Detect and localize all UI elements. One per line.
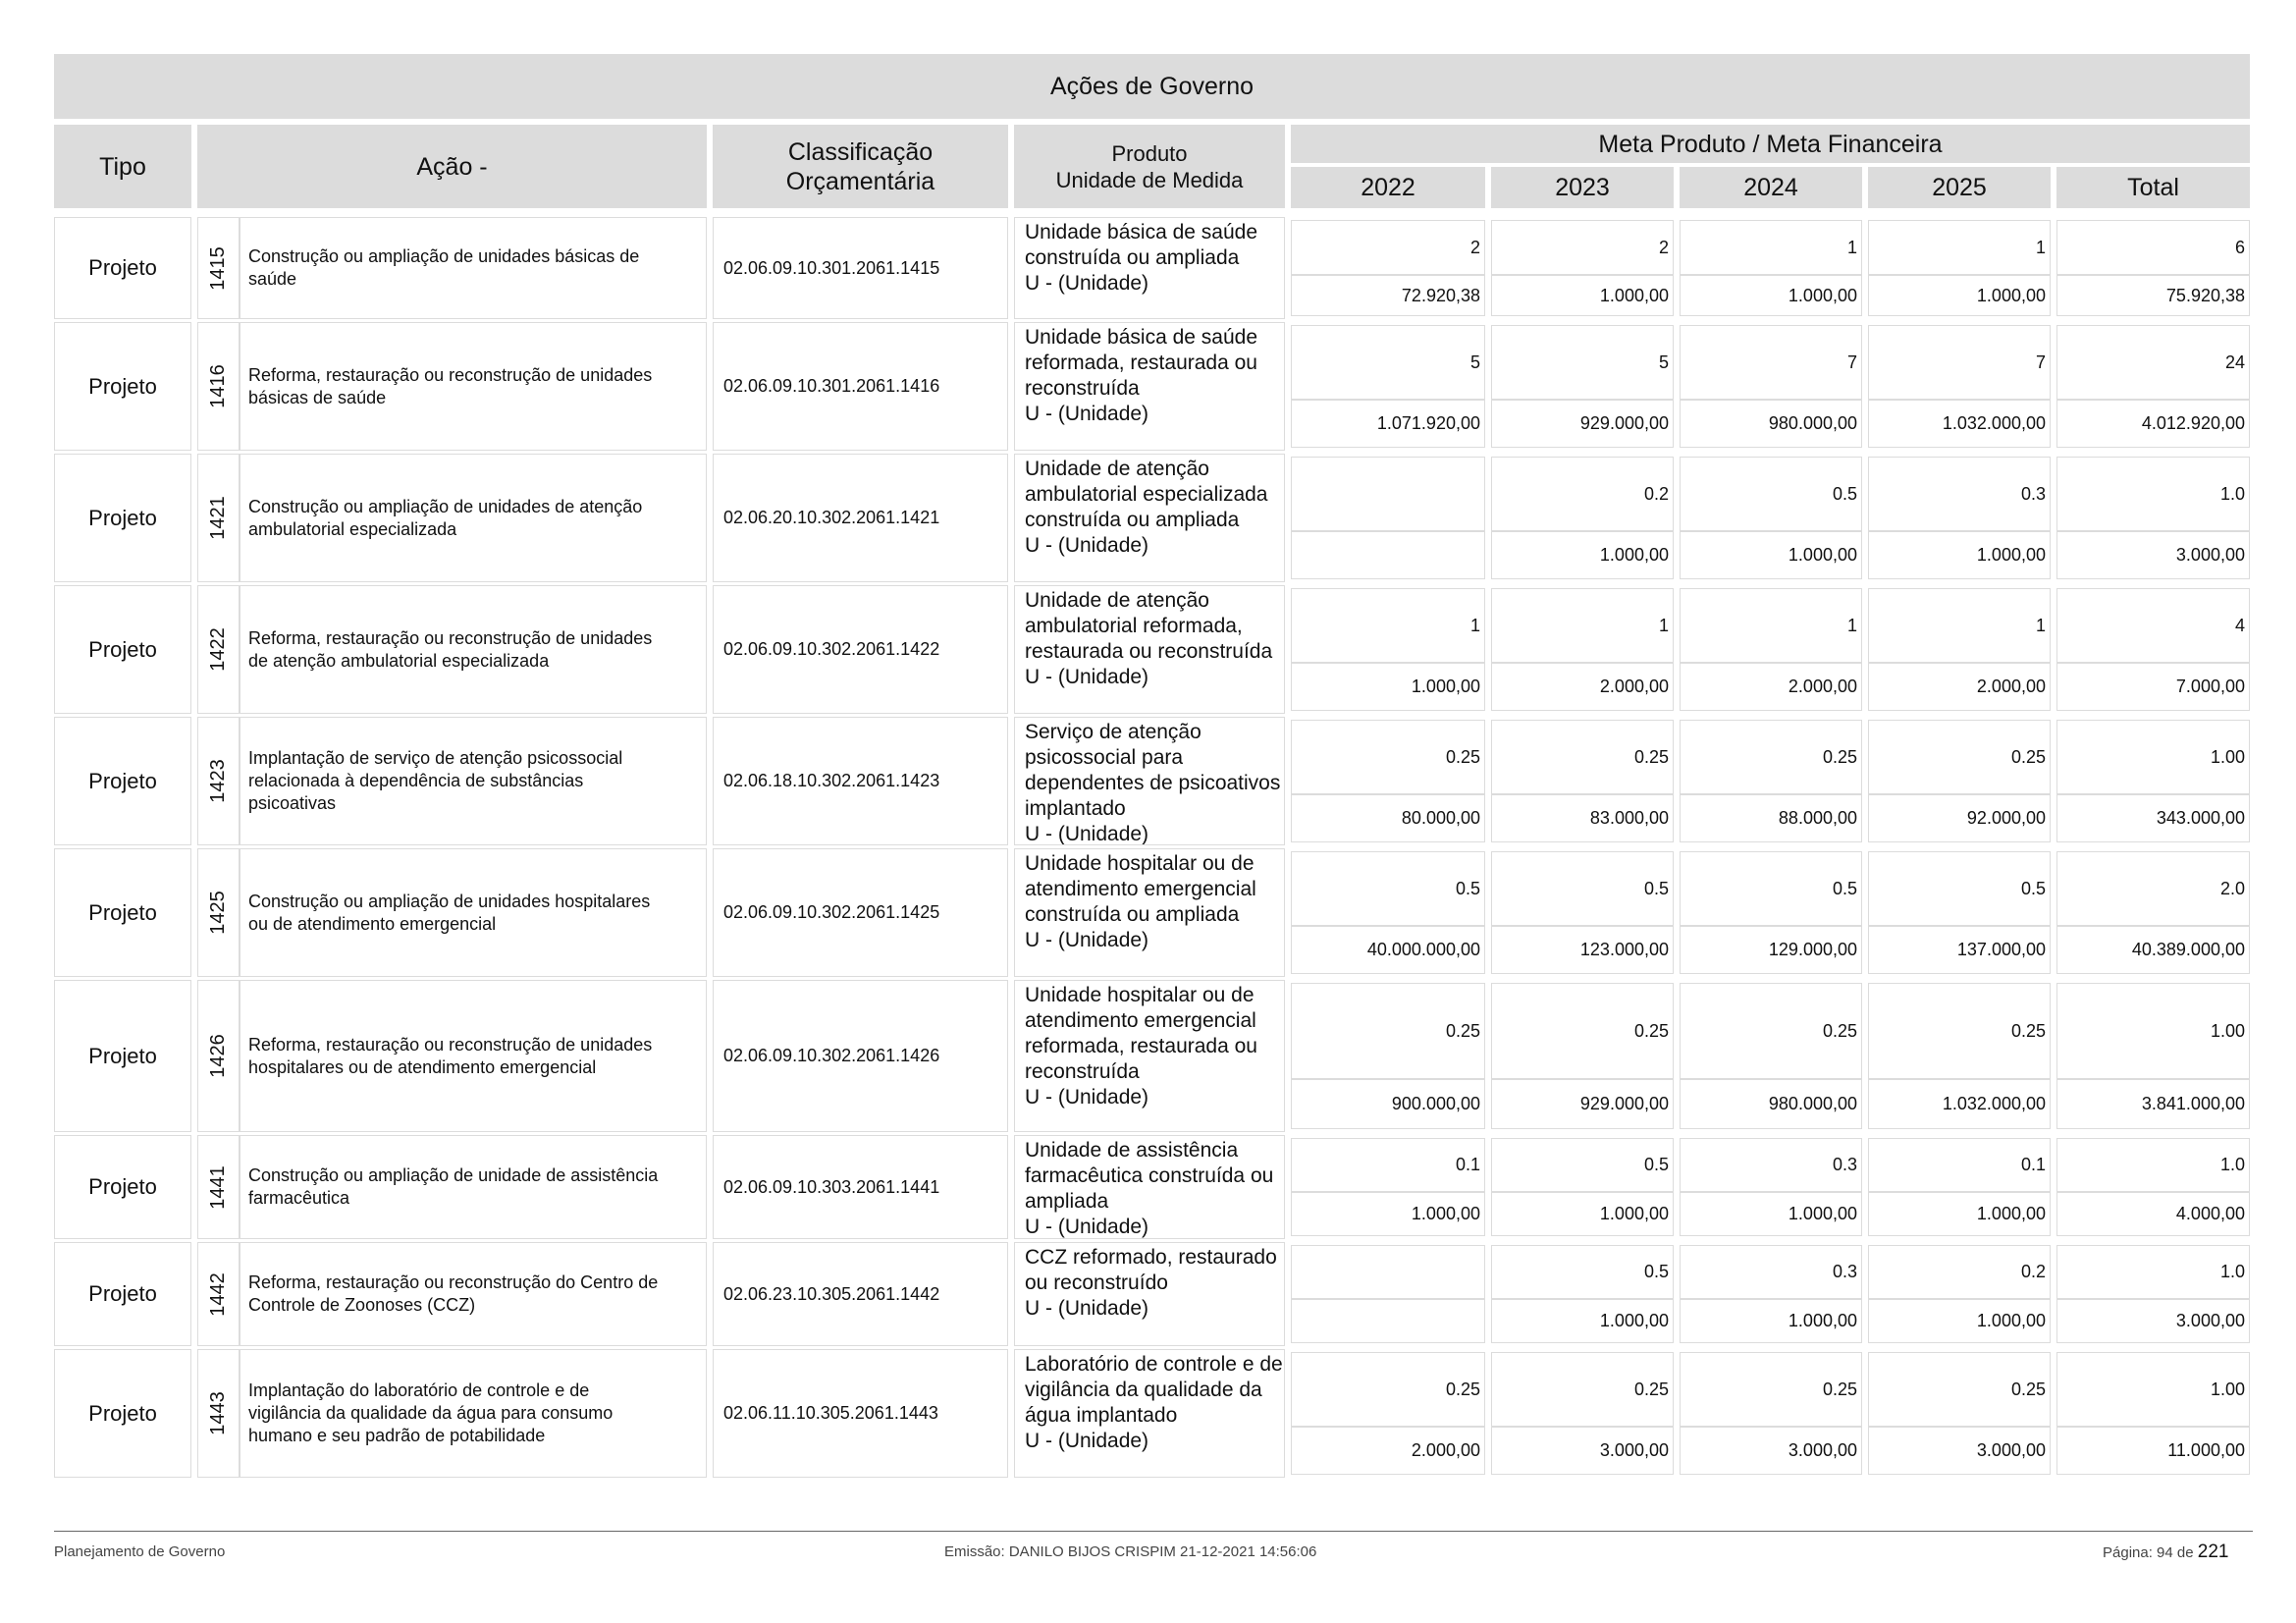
row-tipo: Projeto [54,454,191,582]
meta-financeira-cell: 1.000,00 [1868,275,2051,316]
meta-produto-cell: 0.1 [1868,1138,2051,1192]
meta-produto-cell [1291,457,1485,531]
row-classificacao: 02.06.11.10.305.2061.1443 [713,1349,1008,1478]
meta-financeira-cell: 123.000,00 [1491,926,1674,974]
row-produto [1014,217,1285,319]
row-codigo [197,217,240,319]
meta-financeira-cell: 92.000,00 [1868,794,2051,842]
meta-financeira-cell: 40.000.000,00 [1291,926,1485,974]
row-codigo-text: 1416 [207,364,229,408]
row-codigo-text: 1421 [207,496,229,540]
row-acao: Construção ou ampliação de unidade de assistência farmacêutica [240,1135,707,1239]
meta-produto-cell: 5 [1491,325,1674,400]
meta-produto-cell: 24 [2056,325,2250,400]
row-classificacao: 02.06.09.10.301.2061.1416 [713,322,1008,451]
meta-produto-cell: 0.5 [1291,851,1485,926]
meta-produto-cell: 0.25 [1291,1352,1485,1427]
row-classificacao: 02.06.09.10.301.2061.1415 [713,217,1008,319]
footer-page-total: 221 [2197,1542,2229,1562]
meta-produto-cell: 2 [1491,220,1674,275]
header-meta: Meta Produto / Meta Financeira [1291,125,2250,163]
meta-financeira-cell: 929.000,00 [1491,400,1674,448]
row-unidade: U - (Unidade) [1025,823,1149,845]
meta-produto-cell: 1 [1291,588,1485,663]
meta-produto-cell: 0.2 [1868,1245,2051,1299]
row-acao: Construção ou ampliação de unidades hospitalares ou de atendimento emergencial [240,848,707,977]
meta-produto-cell: 4 [2056,588,2250,663]
row-tipo: Projeto [54,717,191,845]
meta-produto-cell: 0.25 [1680,983,1862,1079]
row-unidade: U - (Unidade) [1025,929,1149,951]
meta-produto-cell: 0.5 [1491,1138,1674,1192]
meta-produto-cell: 2.0 [2056,851,2250,926]
row-codigo [197,1349,240,1478]
row-codigo-text: 1422 [207,627,229,672]
meta-produto-cell: 1.00 [2056,720,2250,794]
footer-center: Emissão: DANILO BIJOS CRISPIM 21-12-2021 14:56:06 [944,1543,1317,1560]
row-codigo-text: 1441 [207,1164,229,1210]
meta-produto-cell: 0.5 [1491,851,1674,926]
meta-produto-cell: 0.1 [1291,1138,1485,1192]
meta-financeira-cell: 1.000,00 [1868,1192,2051,1236]
meta-financeira-cell: 80.000,00 [1291,794,1485,842]
header-year: 2023 [1491,167,1674,208]
meta-produto-cell: 1 [1868,220,2051,275]
row-produto-nome: Serviço de atenção psicossocial para dependentes de psicoativos implantado [1025,721,1281,820]
row-produto [1014,1135,1285,1239]
meta-financeira-cell: 2.000,00 [1491,663,1674,711]
meta-financeira-cell: 3.841.000,00 [2056,1079,2250,1129]
header-year: 2024 [1680,167,1862,208]
row-acao: Reforma, restauração ou reconstrução do Centro de Controle de Zoonoses (CCZ) [240,1242,707,1346]
meta-produto-cell: 0.25 [1868,983,2051,1079]
row-classificacao: 02.06.09.10.302.2061.1422 [713,585,1008,714]
row-codigo [197,717,240,845]
meta-produto-cell: 0.5 [1868,851,2051,926]
meta-produto-cell: 0.25 [1680,720,1862,794]
meta-financeira-cell: 1.000,00 [1680,1299,1862,1343]
row-tipo: Projeto [54,980,191,1132]
meta-financeira-cell: 3.000,00 [1868,1427,2051,1475]
header-classificacao [713,125,1008,208]
row-codigo [197,585,240,714]
meta-financeira-cell: 1.000,00 [1680,275,1862,316]
meta-produto-cell: 1 [1868,588,2051,663]
meta-produto-cell: 7 [1680,325,1862,400]
meta-produto-cell: 0.25 [1868,720,2051,794]
meta-financeira-cell: 11.000,00 [2056,1427,2250,1475]
meta-financeira-cell: 4.000,00 [2056,1192,2250,1236]
meta-financeira-cell: 1.032.000,00 [1868,400,2051,448]
meta-financeira-cell: 2.000,00 [1680,663,1862,711]
meta-produto-cell: 1 [1491,588,1674,663]
row-classificacao: 02.06.09.10.303.2061.1441 [713,1135,1008,1239]
meta-financeira-cell: 3.000,00 [2056,1299,2250,1343]
row-codigo-text: 1426 [207,1034,229,1078]
meta-produto-cell: 0.3 [1680,1138,1862,1192]
header-tipo: Tipo [54,125,191,208]
row-produto-nome: Unidade hospitalar ou de atendimento emergencial construída ou ampliada [1025,852,1256,926]
row-codigo [197,1242,240,1346]
row-tipo: Projeto [54,848,191,977]
row-classificacao: 02.06.20.10.302.2061.1421 [713,454,1008,582]
meta-financeira-cell: 1.000,00 [1491,531,1674,579]
row-tipo: Projeto [54,1242,191,1346]
row-acao: Reforma, restauração ou reconstrução de unidades hospitalares ou de atendimento emergencial [240,980,707,1132]
row-unidade: U - (Unidade) [1025,1216,1149,1238]
meta-produto-cell: 0.25 [1868,1352,2051,1427]
row-classificacao: 02.06.23.10.305.2061.1442 [713,1242,1008,1346]
row-tipo: Projeto [54,322,191,451]
meta-produto-cell: 1.0 [2056,457,2250,531]
meta-produto-cell: 7 [1868,325,2051,400]
meta-financeira-cell: 7.000,00 [2056,663,2250,711]
header-produto [1014,125,1285,208]
meta-financeira-cell: 1.000,00 [1291,1192,1485,1236]
meta-financeira-cell: 40.389.000,00 [2056,926,2250,974]
meta-produto-cell: 0.3 [1680,1245,1862,1299]
row-classificacao: 02.06.09.10.302.2061.1425 [713,848,1008,977]
row-codigo [197,1135,240,1239]
meta-financeira-cell: 1.000,00 [1491,275,1674,316]
row-codigo-text: 1415 [207,245,229,291]
row-unidade: U - (Unidade) [1025,534,1149,557]
meta-produto-cell: 0.25 [1491,720,1674,794]
header-classificacao-line2: Orçamentária [785,167,935,195]
footer-divider [54,1531,2253,1532]
row-produto-nome: Unidade básica de saúde reformada, restaurada ou reconstruída [1025,326,1258,400]
row-produto [1014,717,1285,845]
row-tipo: Projeto [54,1349,191,1478]
row-produto [1014,1242,1285,1346]
row-unidade: U - (Unidade) [1025,1297,1149,1320]
header-year: 2025 [1868,167,2051,208]
row-produto [1014,322,1285,451]
row-unidade: U - (Unidade) [1025,1430,1149,1452]
row-unidade: U - (Unidade) [1025,1086,1149,1109]
row-produto-nome: Unidade de assistência farmacêutica construída ou ampliada [1025,1139,1274,1213]
row-classificacao: 02.06.09.10.302.2061.1426 [713,980,1008,1132]
meta-financeira-cell: 3.000,00 [2056,531,2250,579]
header-acao: Ação - [197,125,707,208]
header-produto-line2: Unidade de Medida [1055,167,1244,192]
row-unidade: U - (Unidade) [1025,666,1149,688]
meta-financeira-cell: 1.071.920,00 [1291,400,1485,448]
meta-financeira-cell [1291,1299,1485,1343]
meta-financeira-cell: 1.000,00 [1491,1192,1674,1236]
meta-financeira-cell: 88.000,00 [1680,794,1862,842]
meta-financeira-cell: 1.000,00 [1680,531,1862,579]
row-tipo: Projeto [54,1135,191,1239]
row-produto-nome: CCZ reformado, restaurado ou reconstruído [1025,1246,1277,1294]
row-acao: Construção ou ampliação de unidades de atenção ambulatorial especializada [240,454,707,582]
meta-financeira-cell: 129.000,00 [1680,926,1862,974]
meta-financeira-cell: 2.000,00 [1868,663,2051,711]
meta-financeira-cell: 980.000,00 [1680,400,1862,448]
meta-financeira-cell: 3.000,00 [1680,1427,1862,1475]
row-codigo [197,848,240,977]
meta-financeira-cell: 2.000,00 [1291,1427,1485,1475]
row-produto-nome: Laboratório de controle e de vigilância da qualidade da água implantado [1025,1353,1283,1427]
meta-financeira-cell: 1.000,00 [1680,1192,1862,1236]
meta-produto-cell: 0.25 [1291,720,1485,794]
row-codigo-text: 1442 [207,1271,229,1317]
meta-financeira-cell: 137.000,00 [1868,926,2051,974]
meta-financeira-cell: 75.920,38 [2056,275,2250,316]
row-codigo-text: 1423 [207,759,229,803]
row-acao: Reforma, restauração ou reconstrução de unidades básicas de saúde [240,322,707,451]
row-produto [1014,1349,1285,1478]
row-acao: Implantação do laboratório de controle e de vigilância da qualidade da água para consumo humano e seu padrão de potabilidade [240,1349,707,1478]
meta-produto-cell: 0.25 [1491,983,1674,1079]
row-tipo: Projeto [54,585,191,714]
row-produto [1014,585,1285,714]
row-produto [1014,980,1285,1132]
meta-financeira-cell: 929.000,00 [1491,1079,1674,1129]
meta-financeira-cell: 1.000,00 [1291,663,1485,711]
row-acao: Construção ou ampliação de unidades básicas de saúde [240,217,707,319]
row-produto [1014,848,1285,977]
meta-financeira-cell: 1.000,00 [1491,1299,1674,1343]
row-produto-nome: Unidade básica de saúde construída ou ampliada [1025,221,1258,269]
meta-produto-cell: 1.0 [2056,1138,2250,1192]
meta-financeira-cell: 980.000,00 [1680,1079,1862,1129]
meta-produto-cell: 6 [2056,220,2250,275]
row-codigo [197,322,240,451]
meta-produto-cell: 0.25 [1680,1352,1862,1427]
meta-produto-cell: 5 [1291,325,1485,400]
row-produto [1014,454,1285,582]
row-produto-nome: Unidade de atenção ambulatorial reformada, restaurada ou reconstruída [1025,589,1273,663]
meta-financeira-cell [1291,531,1485,579]
meta-financeira-cell: 72.920,38 [1291,275,1485,316]
meta-financeira-cell: 343.000,00 [2056,794,2250,842]
footer-page [2103,1542,2228,1563]
meta-produto-cell: 1.00 [2056,983,2250,1079]
meta-financeira-cell: 1.000,00 [1868,531,2051,579]
row-tipo: Projeto [54,217,191,319]
header-year: 2022 [1291,167,1485,208]
row-codigo-text: 1425 [207,891,229,935]
row-codigo-text: 1443 [207,1391,229,1435]
meta-produto-cell: 0.5 [1680,851,1862,926]
meta-financeira-cell: 1.032.000,00 [1868,1079,2051,1129]
meta-financeira-cell: 1.000,00 [1868,1299,2051,1343]
meta-produto-cell: 0.25 [1291,983,1485,1079]
meta-financeira-cell: 3.000,00 [1491,1427,1674,1475]
meta-produto-cell: 0.2 [1491,457,1674,531]
header-classificacao-line1: Classificação [787,137,934,166]
row-codigo [197,980,240,1132]
row-acao: Implantação de serviço de atenção psicossocial relacionada à dependência de substâncias psicoativas [240,717,707,845]
row-codigo [197,454,240,582]
row-produto-nome: Unidade de atenção ambulatorial especializada construída ou ampliada [1025,458,1268,531]
meta-produto-cell: 1.00 [2056,1352,2250,1427]
row-produto-nome: Unidade hospitalar ou de atendimento emergencial reformada, restaurada ou reconstruída [1025,984,1257,1083]
footer-left: Planejamento de Governo [54,1543,226,1560]
meta-produto-cell: 0.5 [1491,1245,1674,1299]
meta-produto-cell: 0.5 [1680,457,1862,531]
meta-produto-cell: 1.0 [2056,1245,2250,1299]
row-classificacao: 02.06.18.10.302.2061.1423 [713,717,1008,845]
meta-financeira-cell: 83.000,00 [1491,794,1674,842]
header-year: Total [2056,167,2250,208]
meta-financeira-cell: 900.000,00 [1291,1079,1485,1129]
meta-produto-cell: 1 [1680,588,1862,663]
row-acao: Reforma, restauração ou reconstrução de unidades de atenção ambulatorial especializada [240,585,707,714]
meta-produto-cell: 0.25 [1491,1352,1674,1427]
footer-page-label: Página: 94 de [2103,1544,2194,1561]
row-unidade: U - (Unidade) [1025,272,1149,295]
meta-produto-cell [1291,1245,1485,1299]
row-unidade: U - (Unidade) [1025,403,1149,425]
meta-produto-cell: 1 [1680,220,1862,275]
meta-produto-cell: 0.3 [1868,457,2051,531]
meta-produto-cell: 2 [1291,220,1485,275]
meta-financeira-cell: 4.012.920,00 [2056,400,2250,448]
section-title: Ações de Governo [54,54,2250,119]
header-produto-line1: Produto [1111,140,1188,166]
